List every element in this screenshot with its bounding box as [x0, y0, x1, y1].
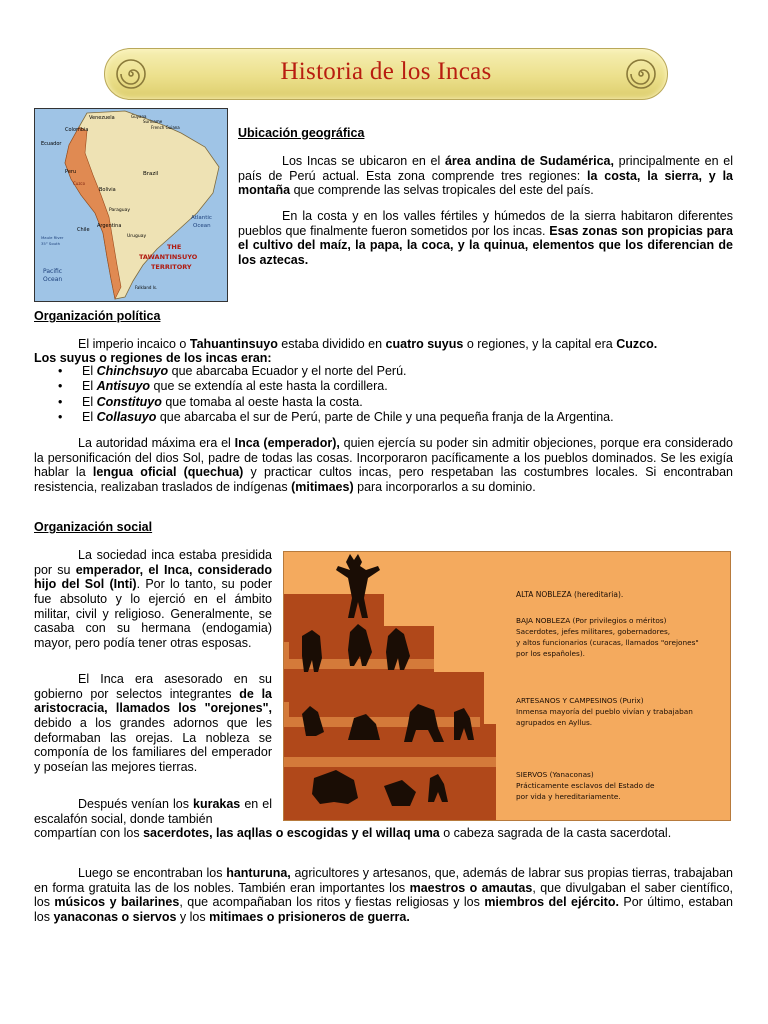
pyramid-text: Inmensa mayoría del pueblo vivían y trabajaban: [516, 707, 693, 716]
map-label: Pacific: [43, 268, 63, 275]
pyramid-text: agrupados en Ayllus.: [516, 718, 593, 727]
map-label: Chile: [77, 227, 90, 233]
map-label: 35° South: [41, 241, 60, 246]
map-label: Paraguay: [109, 208, 131, 213]
suyu-text: El Collasuyo que abarcaba el sur de Perú, parte de Chile y una pequeña franja de la Argentina.: [82, 410, 614, 425]
list-item: [34, 364, 734, 379]
map-label: Maule River: [41, 235, 64, 240]
pyramid-text: y altos funcionarios (curacas, llamados "orejones": [516, 638, 699, 647]
map-label: Venezuela: [89, 115, 115, 121]
suyu-text: El Antisuyo que se extendía al este hasta la cordillera.: [82, 379, 388, 394]
map-label: Guyana: [131, 114, 147, 119]
bullet-icon: •: [58, 364, 63, 378]
section-heading-ubicacion: Ubicación geográfica: [238, 126, 365, 140]
list-item: [34, 395, 734, 410]
map-label: TERRITORY: [151, 263, 192, 271]
paragraph-social-4: Luego se encontraban los hanturuna, agricultores y artesanos, que, además de labrar sus propias tierras, trabajaban en forma gratuita las de los nobles. También eran importantes los maestros o amautas, que divulgaban el saber científico, los músicos y bailarines, que acompañaban los ritos y fiestas religiosas y los miembros del ejército. Por último, estaban los yanaconas o siervos y los mitimaes o prisioneros de guerra.: [34, 866, 734, 924]
map-label: THE: [167, 243, 182, 251]
page-title: Historia de los Incas: [280, 58, 492, 85]
list-item: [34, 410, 734, 425]
map-label: French Guiana: [151, 125, 180, 130]
pyramid-text: Sacerdotes, jefes militares, gobernadores,: [516, 627, 671, 636]
map-label: Brazil: [143, 171, 159, 177]
suyu-text: El Constituyo que tomaba al oeste hasta la costa.: [82, 394, 363, 409]
bullet-icon: •: [58, 410, 63, 425]
pyramid-label-baja-nobleza: BAJA NOBLEZA (Por privilegios o méritos): [516, 616, 667, 625]
social-pyramid-illustration: [283, 551, 731, 821]
paragraph-social-3: Después venían los kurakas en el escalafón social, donde también: [34, 797, 272, 826]
pyramid-text: por los españoles).: [516, 649, 585, 658]
paragraph-social-2: El Inca era asesorado en su gobierno por selectos integrantes de la aristocracia, llamados los "orejones", debido a los grandes adornos que les deformaban las orejas. La nobleza se componía de los familiares del emperador y poseían las mejores tierras.: [34, 672, 272, 774]
map-label: Atlantic: [191, 215, 212, 221]
paragraph-politica-suyus-intro: Los suyus o regiones de los incas eran:: [34, 351, 272, 365]
suyus-list: [34, 364, 734, 426]
bullet-icon: •: [58, 394, 63, 409]
map-label: Peru: [65, 169, 77, 175]
spiral-ornament-icon: [625, 58, 657, 90]
map-label: Falkland Is.: [135, 285, 158, 290]
paragraph-ubicacion-2: En la costa y en los valles fértiles y húmedos de la sierra habitaron diferentes pueblos que finalmente fueron sometidos por los incas. Esas zonas son propicias para el cultivo del maíz, la papa, la coca, y la quinua, elementos que los diferencian de los aztecas.: [238, 209, 733, 267]
map-label: Bolivia: [99, 187, 116, 193]
paragraph-social-1: La sociedad inca estaba presidida por su emperador, el Inca, considerado hijo del Sol (Inti). Por lo tanto, su poder fue absoluto y lo ejerció en el ámbito militar, civil y religioso. Generalmente, se casaba con su hermana (endogamia) mayor, pero podía tener otras esposas.: [34, 548, 272, 650]
section-heading-politica: Organización política: [34, 309, 161, 323]
tawantinsuyo-map: [34, 108, 228, 302]
map-label: Ocean: [43, 276, 63, 283]
pyramid-label-siervos: SIERVOS (Yanaconas): [516, 770, 594, 779]
list-item: [34, 379, 734, 394]
pyramid-label-alta-nobleza: ALTA NOBLEZA (hereditaria).: [516, 590, 624, 599]
section-heading-social: Organización social: [34, 520, 153, 534]
map-label: Colombia: [65, 127, 89, 133]
map-label: Ocean: [193, 223, 211, 229]
paragraph-ubicacion-1: Los Incas se ubicaron en el área andina de Sudamérica, principalmente en el país de Perú actual. Esta zona comprende tres regiones: la costa, la sierra, y la montaña que comprende las selvas tropicales del este del país.: [238, 154, 733, 198]
bullet-icon: •: [58, 379, 63, 394]
title-banner: [104, 48, 668, 100]
map-label: Ecuador: [41, 141, 62, 147]
map-label: Uruguay: [127, 234, 147, 239]
paragraph-politica-1: El imperio incaico o Tahuantinsuyo estaba dividido en cuatro suyus o regiones, y la capital era Cuzco.: [78, 337, 658, 351]
suyu-text: El Chinchsuyo que abarcaba Ecuador y el norte del Perú.: [82, 364, 407, 378]
map-label: TAWANTINSUYO: [139, 253, 198, 261]
paragraph-politica-2: La autoridad máxima era el Inca (emperador), quien ejercía su poder sin admitir objeciones, porque era considerado la personificación del dios Sol, padre de todas las cosas. Incorporaron pacíficamente a los pueblos dominados. Se les exigía hablar la lengua oficial (quechua) y practicar cultos incas, pero respetaban las costumbres locales. Si encontraban resistencia, realizaban traslados de indígenas (mitimaes) para incorporarlos a su dominio.: [34, 436, 733, 494]
map-label: Argentina: [97, 223, 122, 229]
pyramid-label-artesanos: ARTESANOS Y CAMPESINOS (Purix): [516, 696, 644, 705]
pyramid-text: por vida y hereditariamente.: [516, 792, 621, 801]
paragraph-social-3-cont: compartían con los sacerdotes, las aqllas o escogidas y el willaq uma o cabeza sagrada de la casta sacerdotal.: [34, 826, 672, 840]
map-label: Cuzco: [73, 181, 86, 186]
map-label: Suriname: [143, 119, 163, 124]
pyramid-text: Prácticamente esclavos del Estado de: [516, 781, 655, 790]
